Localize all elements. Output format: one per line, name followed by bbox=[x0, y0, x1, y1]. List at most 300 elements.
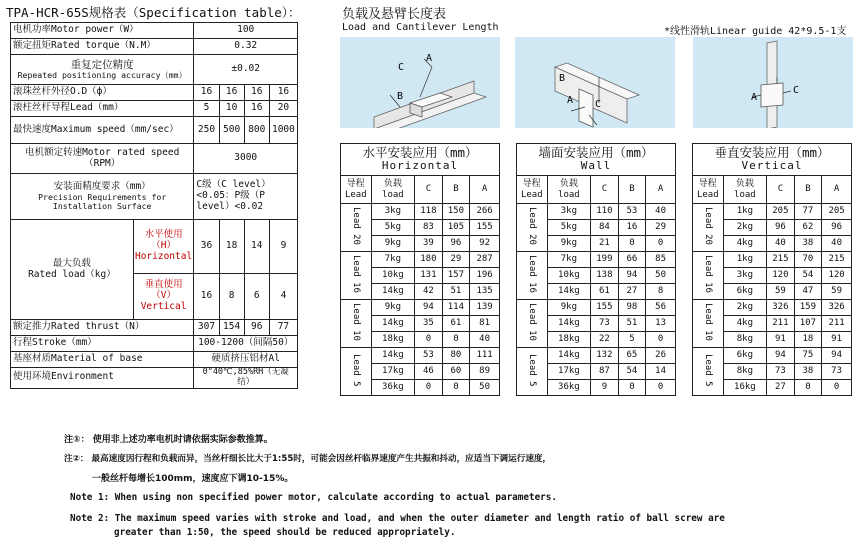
b-value: 77 bbox=[794, 204, 822, 220]
c-value: 35 bbox=[415, 316, 443, 332]
table-row bbox=[517, 204, 676, 220]
c-value: 0 bbox=[415, 332, 443, 348]
vertical-load-table bbox=[692, 143, 852, 396]
c-value: 118 bbox=[415, 204, 443, 220]
b-value: 0 bbox=[618, 380, 646, 396]
vertical-carriage bbox=[761, 83, 783, 107]
table-title-en: Vertical bbox=[741, 159, 803, 173]
lead-group-cell bbox=[341, 252, 372, 300]
horizontal-load-value: 36 bbox=[194, 220, 219, 274]
table-row bbox=[341, 300, 500, 316]
a-value: 50 bbox=[470, 380, 500, 396]
load-section-subtitle: Load and Cantilever Length bbox=[342, 22, 499, 33]
lead-group-cell bbox=[693, 252, 724, 300]
c-value: 9 bbox=[591, 380, 619, 396]
speed-value: 500 bbox=[219, 117, 244, 144]
load-cell: 9kg bbox=[547, 300, 591, 316]
a-value: 92 bbox=[470, 236, 500, 252]
surface-label bbox=[11, 174, 194, 220]
b-value: 150 bbox=[442, 204, 470, 220]
a-value: 0 bbox=[646, 236, 676, 252]
note-en-1: Note 1: When using non specified power motor, calculate according to actual parameters. bbox=[70, 492, 557, 503]
wall-mount-figure bbox=[515, 37, 675, 128]
col-c: C bbox=[415, 176, 443, 204]
spec-row-base bbox=[11, 352, 298, 368]
power-value: 100 bbox=[194, 23, 298, 39]
b-value: 105 bbox=[442, 220, 470, 236]
od-value: 16 bbox=[269, 85, 297, 101]
b-value: 0 bbox=[794, 380, 822, 396]
horizontal-label bbox=[133, 220, 194, 274]
rpm-label bbox=[11, 144, 194, 174]
spec-row-surface bbox=[11, 174, 298, 220]
a-value: 326 bbox=[822, 300, 852, 316]
table-row bbox=[517, 252, 676, 268]
speed-value: 800 bbox=[244, 117, 269, 144]
load-cell: 5kg bbox=[547, 220, 591, 236]
lead-group-label: Lead 5 bbox=[350, 353, 361, 387]
col-load-en: load bbox=[734, 189, 756, 200]
col-b: B bbox=[618, 176, 646, 204]
load-cell: 3kg bbox=[371, 204, 415, 220]
lead-group-label: Lead 5 bbox=[702, 353, 713, 387]
spec-row-od bbox=[11, 85, 298, 101]
b-value: 0 bbox=[618, 236, 646, 252]
horizontal-label-h: （H） bbox=[151, 240, 176, 252]
c-value: 87 bbox=[591, 364, 619, 380]
dimension-line bbox=[420, 67, 432, 97]
table-row bbox=[517, 348, 676, 364]
load-section-title: 负载及悬臂长度表 bbox=[342, 7, 447, 22]
load-cell: 14kg bbox=[371, 316, 415, 332]
table-title-en: Wall bbox=[580, 159, 612, 173]
horizontal-mount-figure bbox=[340, 37, 500, 128]
b-value: 60 bbox=[442, 364, 470, 380]
b-value: 29 bbox=[442, 252, 470, 268]
horizontal-load-value: 14 bbox=[244, 220, 269, 274]
a-value: 94 bbox=[822, 348, 852, 364]
c-value: 22 bbox=[591, 332, 619, 348]
b-value: 51 bbox=[442, 284, 470, 300]
c-value: 120 bbox=[767, 268, 795, 284]
table-header-row bbox=[693, 176, 852, 204]
a-value: 111 bbox=[470, 348, 500, 364]
linear-guide-note: *线性滑轨Linear guide 42*9.5-1支 bbox=[664, 26, 847, 37]
lead-label: 滚柱丝杆导程Lead（mm） bbox=[11, 101, 194, 117]
wall-load-table bbox=[516, 143, 676, 396]
spec-row-repeat bbox=[11, 55, 298, 85]
c-value: 138 bbox=[591, 268, 619, 284]
c-value: 46 bbox=[415, 364, 443, 380]
label-a: A bbox=[567, 95, 574, 106]
spec-row-horizontal bbox=[11, 220, 298, 274]
vertical-mount-figure bbox=[693, 37, 853, 128]
b-value: 66 bbox=[618, 252, 646, 268]
col-lead bbox=[341, 176, 372, 204]
table-title bbox=[517, 144, 676, 176]
c-value: 94 bbox=[415, 300, 443, 316]
table-row bbox=[693, 300, 852, 316]
thrust-value: 307 bbox=[194, 320, 219, 336]
repeat-value: ±0.02 bbox=[194, 55, 298, 85]
col-lead-en: Lead bbox=[520, 189, 543, 200]
power-label: 电机功率Motor power（W） bbox=[11, 23, 194, 39]
col-load bbox=[723, 176, 767, 204]
load-cell: 7kg bbox=[547, 252, 591, 268]
col-load-en: load bbox=[558, 189, 580, 200]
b-value: 98 bbox=[618, 300, 646, 316]
c-value: 83 bbox=[415, 220, 443, 236]
c-value: 61 bbox=[591, 284, 619, 300]
table-row bbox=[341, 204, 500, 220]
thrust-label: 额定推力Rated thrust（N） bbox=[11, 320, 194, 336]
table-header-row bbox=[341, 176, 500, 204]
col-load-cn: 负载 bbox=[559, 179, 578, 190]
col-load bbox=[371, 176, 415, 204]
label-a: A bbox=[426, 53, 433, 64]
b-value: 70 bbox=[794, 252, 822, 268]
lead-group-label: Lead 16 bbox=[350, 254, 361, 293]
horizontal-load-value: 9 bbox=[269, 220, 297, 274]
rpm-label-line2: （RPM） bbox=[84, 157, 121, 169]
horizontal-load-table bbox=[340, 143, 500, 396]
a-value: 139 bbox=[470, 300, 500, 316]
label-c: C bbox=[398, 62, 405, 73]
load-cell: 18kg bbox=[547, 332, 591, 348]
load-cell: 9kg bbox=[547, 236, 591, 252]
wall-rail bbox=[555, 63, 639, 123]
a-value: 29 bbox=[646, 220, 676, 236]
repeat-label-cn: 重复定位精度 bbox=[70, 58, 134, 71]
c-value: 21 bbox=[591, 236, 619, 252]
spec-row-env bbox=[11, 368, 298, 389]
load-cell: 2kg bbox=[723, 220, 767, 236]
spec-row-thrust bbox=[11, 320, 298, 336]
col-lead-en: Lead bbox=[696, 189, 719, 200]
load-cell: 10kg bbox=[547, 268, 591, 284]
surface-label-en2: Installation Surface bbox=[52, 200, 152, 211]
rpm-value: 3000 bbox=[194, 144, 298, 174]
b-value: 80 bbox=[442, 348, 470, 364]
spec-row-speed bbox=[11, 117, 298, 144]
b-value: 96 bbox=[442, 236, 470, 252]
table-title bbox=[341, 144, 500, 176]
a-value: 13 bbox=[646, 316, 676, 332]
b-value: 159 bbox=[794, 300, 822, 316]
lead-value: 20 bbox=[269, 101, 297, 117]
lead-value: 5 bbox=[194, 101, 219, 117]
load-cell: 9kg bbox=[371, 236, 415, 252]
load-cell: 14kg bbox=[547, 348, 591, 364]
load-cell: 5kg bbox=[371, 220, 415, 236]
stroke-value: 100-1200（间隔50） bbox=[194, 336, 298, 352]
load-label bbox=[11, 220, 134, 320]
load-label-en: Rated load（kg） bbox=[28, 268, 116, 280]
col-load-en: load bbox=[382, 189, 404, 200]
load-cell: 14kg bbox=[547, 284, 591, 300]
a-value: 0 bbox=[822, 380, 852, 396]
a-value: 59 bbox=[822, 284, 852, 300]
spec-row-lead bbox=[11, 101, 298, 117]
a-value: 81 bbox=[470, 316, 500, 332]
a-value: 205 bbox=[822, 204, 852, 220]
load-cell: 4kg bbox=[723, 236, 767, 252]
load-cell: 6kg bbox=[723, 284, 767, 300]
table-title-cn: 垂直安装应用（mm） bbox=[714, 144, 830, 160]
a-value: 287 bbox=[470, 252, 500, 268]
c-value: 96 bbox=[767, 220, 795, 236]
col-lead-cn: 导程 bbox=[346, 179, 365, 190]
a-value: 85 bbox=[646, 252, 676, 268]
col-a: A bbox=[822, 176, 852, 204]
env-value: 0°40℃,85%RH（无凝结） bbox=[194, 368, 298, 389]
spec-row-power bbox=[11, 23, 298, 39]
c-value: 0 bbox=[415, 380, 443, 396]
lead-group-cell bbox=[693, 204, 724, 252]
horizontal-load-value: 18 bbox=[219, 220, 244, 274]
label-c: C bbox=[595, 99, 602, 110]
lead-group-label: Lead 10 bbox=[702, 302, 713, 341]
c-value: 53 bbox=[415, 348, 443, 364]
load-cell: 8kg bbox=[723, 332, 767, 348]
a-value: 215 bbox=[822, 252, 852, 268]
b-value: 54 bbox=[794, 268, 822, 284]
table-title-row bbox=[517, 144, 676, 176]
load-cell: 4kg bbox=[723, 316, 767, 332]
vertical-label-cn: 垂直使用 bbox=[144, 279, 183, 291]
c-value: 42 bbox=[415, 284, 443, 300]
lead-group-label: Lead 10 bbox=[350, 302, 361, 341]
c-value: 326 bbox=[767, 300, 795, 316]
c-value: 155 bbox=[591, 300, 619, 316]
col-b: B bbox=[442, 176, 470, 204]
horizontal-label-cn: 水平使用 bbox=[144, 229, 183, 241]
rpm-label-line1: 电机额定转速Motor rated speed bbox=[25, 146, 180, 158]
od-value: 16 bbox=[219, 85, 244, 101]
a-value: 91 bbox=[822, 332, 852, 348]
b-value: 18 bbox=[794, 332, 822, 348]
label-a: A bbox=[751, 92, 758, 103]
b-value: 0 bbox=[442, 380, 470, 396]
a-value: 120 bbox=[822, 268, 852, 284]
label-c: C bbox=[793, 85, 800, 96]
b-value: 38 bbox=[794, 364, 822, 380]
c-value: 40 bbox=[767, 236, 795, 252]
b-value: 61 bbox=[442, 316, 470, 332]
od-label: 滚珠丝杆外径O.D（ф） bbox=[11, 85, 194, 101]
a-value: 96 bbox=[822, 220, 852, 236]
col-a: A bbox=[646, 176, 676, 204]
surface-value: C级（C level）<0.05：P级（P level）<0.02 bbox=[194, 174, 298, 220]
spec-table bbox=[10, 22, 298, 389]
load-cell: 16kg bbox=[723, 380, 767, 396]
note-en-2a: Note 2: The maximum speed varies with stroke and load, and when the outer diameter and length ratio of ball screw are bbox=[70, 513, 725, 524]
b-value: 51 bbox=[618, 316, 646, 332]
a-value: 211 bbox=[822, 316, 852, 332]
c-value: 27 bbox=[767, 380, 795, 396]
lead-group-label: Lead 20 bbox=[702, 206, 713, 245]
vertical-label-en: Vertical bbox=[140, 300, 187, 312]
load-cell: 3kg bbox=[547, 204, 591, 220]
table-row bbox=[693, 204, 852, 220]
a-value: 50 bbox=[646, 268, 676, 284]
a-value: 40 bbox=[646, 204, 676, 220]
b-value: 0 bbox=[442, 332, 470, 348]
load-cell: 8kg bbox=[723, 364, 767, 380]
lead-group-cell bbox=[517, 204, 548, 252]
col-c: C bbox=[591, 176, 619, 204]
lead-group-cell bbox=[517, 348, 548, 396]
c-value: 205 bbox=[767, 204, 795, 220]
b-value: 114 bbox=[442, 300, 470, 316]
c-value: 199 bbox=[591, 252, 619, 268]
repeat-label bbox=[11, 55, 194, 85]
load-cell: 18kg bbox=[371, 332, 415, 348]
lead-value: 10 bbox=[219, 101, 244, 117]
lead-group-cell bbox=[517, 300, 548, 348]
lead-group-cell bbox=[341, 204, 372, 252]
label-b: B bbox=[397, 91, 404, 102]
note-cn-1: 注①： 使用非上述功率电机时请依据实际参数推算。 bbox=[64, 435, 273, 445]
col-load-cn: 负载 bbox=[383, 179, 402, 190]
lead-group-cell bbox=[341, 300, 372, 348]
c-value: 180 bbox=[415, 252, 443, 268]
table-row bbox=[693, 252, 852, 268]
lead-group-label: Lead 20 bbox=[350, 206, 361, 245]
torque-label: 额定扭矩Rated torque（N.M） bbox=[11, 39, 194, 55]
spec-row-rpm bbox=[11, 144, 298, 174]
a-value: 56 bbox=[646, 300, 676, 316]
note-cn-2a: 注②： 最高速度因行程和负载而异，当丝杆细长比大于1:55时，可能会因丝杆临界速度产生共振和抖动，应适当下调运行速度， bbox=[64, 454, 552, 464]
a-value: 266 bbox=[470, 204, 500, 220]
note-cn-2b: 一般丝杆每增长100mm，速度应下调10-15%。 bbox=[92, 474, 294, 484]
col-a: A bbox=[470, 176, 500, 204]
load-cell: 14kg bbox=[547, 316, 591, 332]
label-b: B bbox=[559, 73, 566, 84]
table-header-row bbox=[517, 176, 676, 204]
lead-group-label: Lead 20 bbox=[526, 206, 537, 245]
lead-group-label: Lead 10 bbox=[526, 302, 537, 341]
a-value: 155 bbox=[470, 220, 500, 236]
col-c: C bbox=[767, 176, 795, 204]
vertical-load-value: 4 bbox=[269, 274, 297, 320]
load-cell: 9kg bbox=[371, 300, 415, 316]
a-value: 0 bbox=[646, 380, 676, 396]
load-cell: 3kg bbox=[723, 268, 767, 284]
table-title-cn: 墙面安装应用（mm） bbox=[538, 144, 654, 160]
spec-title: TPA-HCR-65S规格表（Specification table）： bbox=[6, 5, 301, 20]
b-value: 157 bbox=[442, 268, 470, 284]
speed-value: 250 bbox=[194, 117, 219, 144]
load-cell: 2kg bbox=[723, 300, 767, 316]
base-label: 基座材质Material of base bbox=[11, 352, 194, 368]
col-lead-cn: 导程 bbox=[522, 179, 541, 190]
b-value: 5 bbox=[618, 332, 646, 348]
b-value: 94 bbox=[618, 268, 646, 284]
a-value: 40 bbox=[470, 332, 500, 348]
note-en-2b: greater than 1:50, the speed should be reduced appropriately. bbox=[114, 527, 456, 538]
repeat-label-en: Repeated positioning accuracy（mm） bbox=[17, 69, 187, 80]
load-cell: 14kg bbox=[371, 348, 415, 364]
a-value: 26 bbox=[646, 348, 676, 364]
lead-group-label: Lead 16 bbox=[526, 254, 537, 293]
dimension-line bbox=[783, 91, 791, 93]
b-value: 107 bbox=[794, 316, 822, 332]
table-title-cn: 水平安装应用（mm） bbox=[362, 144, 478, 160]
c-value: 132 bbox=[591, 348, 619, 364]
lead-group-label: Lead 5 bbox=[526, 353, 537, 387]
load-cell: 17kg bbox=[547, 364, 591, 380]
a-value: 40 bbox=[822, 236, 852, 252]
table-title-row bbox=[341, 144, 500, 176]
col-lead-en: Lead bbox=[344, 189, 367, 200]
b-value: 65 bbox=[618, 348, 646, 364]
b-value: 53 bbox=[618, 204, 646, 220]
b-value: 62 bbox=[794, 220, 822, 236]
spec-row-torque bbox=[11, 39, 298, 55]
vertical-load-value: 8 bbox=[219, 274, 244, 320]
c-value: 215 bbox=[767, 252, 795, 268]
lead-group-cell bbox=[517, 252, 548, 300]
stroke-label: 行程Stroke（mm） bbox=[11, 336, 194, 352]
col-load bbox=[547, 176, 591, 204]
load-cell: 6kg bbox=[723, 348, 767, 364]
load-cell: 14kg bbox=[371, 284, 415, 300]
a-value: 89 bbox=[470, 364, 500, 380]
a-value: 196 bbox=[470, 268, 500, 284]
c-value: 73 bbox=[767, 364, 795, 380]
thrust-value: 96 bbox=[244, 320, 269, 336]
surface-label-cn: 安装面精度要求（mm） bbox=[53, 180, 151, 192]
load-cell: 1kg bbox=[723, 204, 767, 220]
c-value: 91 bbox=[767, 332, 795, 348]
load-cell: 36kg bbox=[547, 380, 591, 396]
vertical-label-v: （V） bbox=[151, 290, 176, 302]
a-value: 8 bbox=[646, 284, 676, 300]
c-value: 59 bbox=[767, 284, 795, 300]
b-value: 27 bbox=[618, 284, 646, 300]
c-value: 39 bbox=[415, 236, 443, 252]
b-value: 75 bbox=[794, 348, 822, 364]
table-title-row bbox=[693, 144, 852, 176]
c-value: 94 bbox=[767, 348, 795, 364]
c-value: 84 bbox=[591, 220, 619, 236]
vertical-load-value: 6 bbox=[244, 274, 269, 320]
base-value: 硬质挤压铝材Al bbox=[194, 352, 298, 368]
speed-value: 1000 bbox=[269, 117, 297, 144]
col-lead bbox=[517, 176, 548, 204]
surface-label-en1: Precision Requirements for bbox=[38, 191, 167, 202]
speed-label: 最快速度Maximum speed（mm/sec） bbox=[11, 117, 194, 144]
table-row bbox=[517, 300, 676, 316]
od-value: 16 bbox=[244, 85, 269, 101]
vertical-load-value: 16 bbox=[194, 274, 219, 320]
b-value: 16 bbox=[618, 220, 646, 236]
table-title-en: Horizontal bbox=[381, 159, 459, 173]
c-value: 110 bbox=[591, 204, 619, 220]
a-value: 0 bbox=[646, 332, 676, 348]
vertical-label bbox=[133, 274, 194, 320]
lead-group-cell bbox=[693, 348, 724, 396]
load-cell: 1kg bbox=[723, 252, 767, 268]
c-value: 211 bbox=[767, 316, 795, 332]
lead-value: 16 bbox=[244, 101, 269, 117]
table-title bbox=[693, 144, 852, 176]
od-value: 16 bbox=[194, 85, 219, 101]
load-label-cn: 最大负载 bbox=[52, 257, 91, 269]
load-cell: 36kg bbox=[371, 380, 415, 396]
table-row bbox=[341, 348, 500, 364]
